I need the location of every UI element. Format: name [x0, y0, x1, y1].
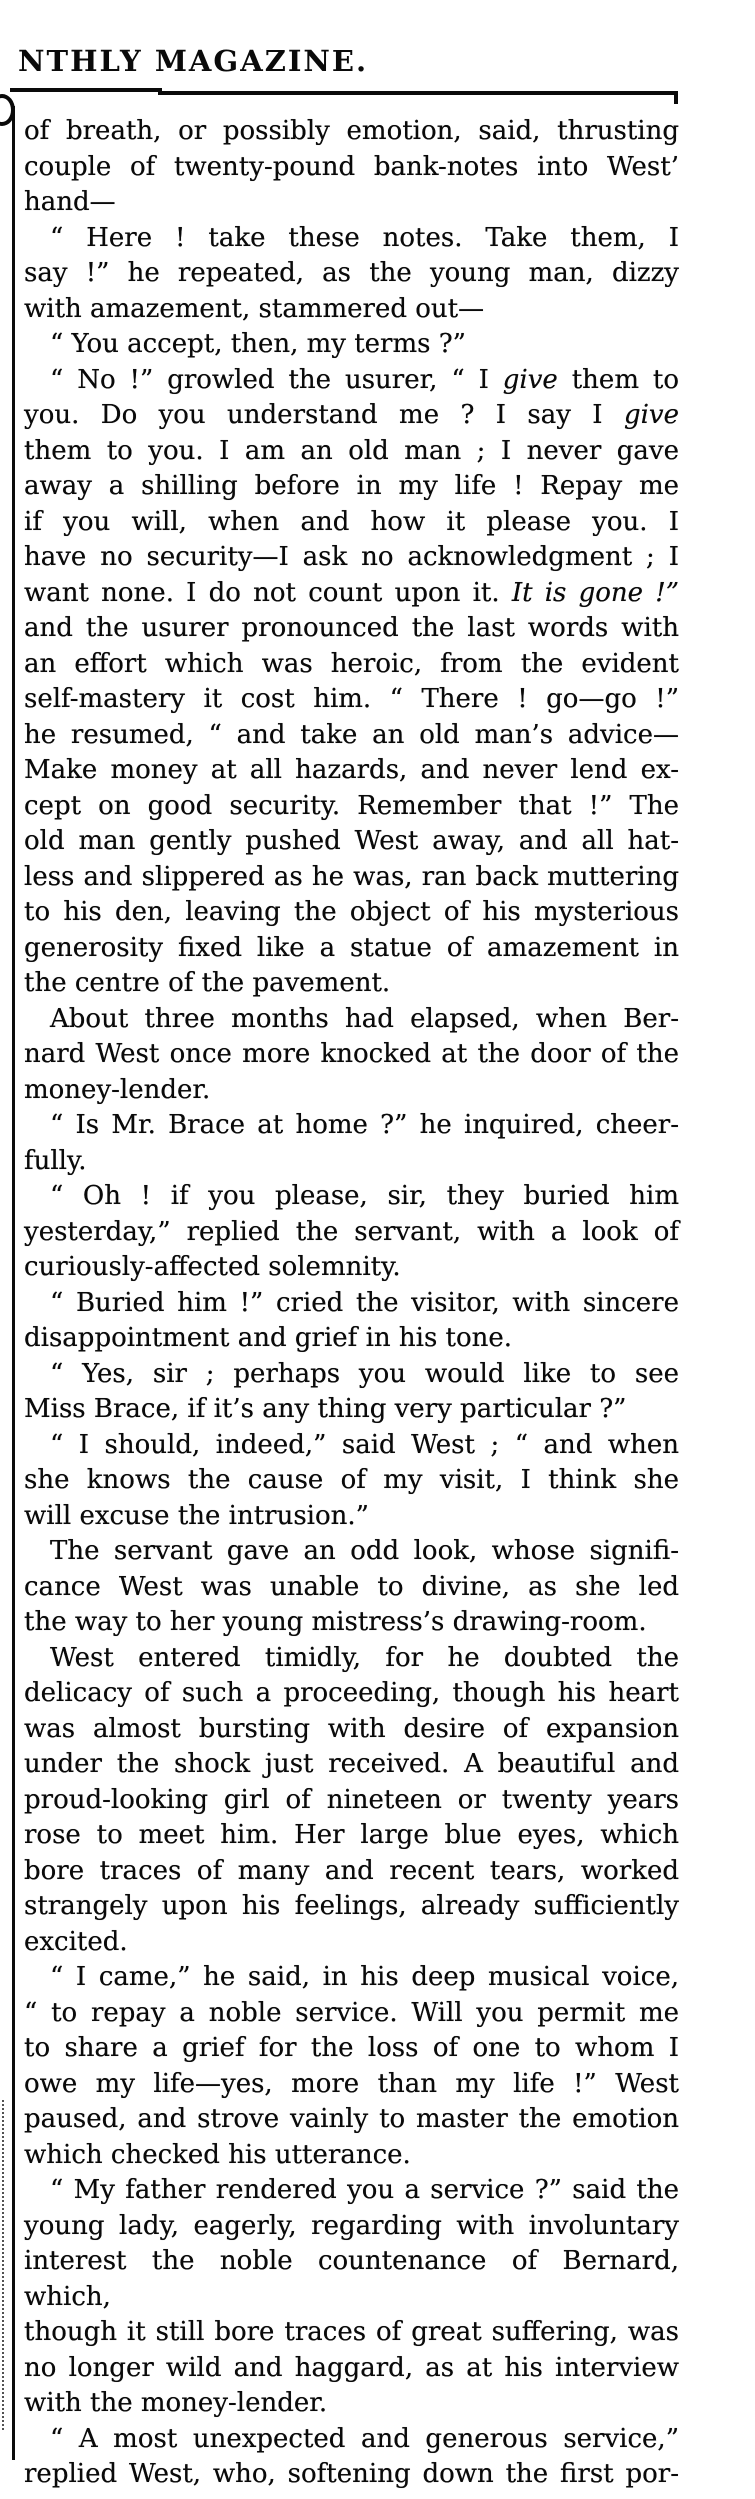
text-line: money-lender. [24, 1074, 211, 1105]
text-line: no longer wild and haggard, as at his interview [24, 2352, 679, 2383]
text-line: paused, and strove vainly to master the emotion [24, 2104, 679, 2134]
text-line: to his den, leaving the object of his mysterious [24, 897, 679, 927]
text-line: bore traces of many and recent tears, worked [24, 1855, 679, 1886]
paragraph [24, 2422, 679, 2493]
text-line: The servant gave an odd look, whose signifi- [50, 1536, 679, 1566]
italic-text: give [623, 400, 679, 430]
text-line: “ Is Mr. Brace at home ?” he inquired, cheer- [50, 1110, 679, 1140]
paragraph [24, 221, 679, 328]
text-line: old man gently pushed West away, and all hat- [24, 826, 679, 856]
text-line: “ Buried him !” cried the visitor, with sincere [50, 1287, 679, 1318]
paragraph [24, 363, 679, 1002]
text-line: couple of twenty-pound bank-notes into West’ [24, 151, 679, 182]
text-line: generosity fixed like a statue of amazement in [24, 932, 679, 963]
paragraph [24, 1286, 679, 1357]
text-line: “ My father rendered you a service ?” said the [50, 2175, 679, 2205]
text-line: to share a grief for the loss of one to whom I [24, 2033, 679, 2063]
italic-text: give [502, 364, 558, 395]
text-line: “ No !” growled the usurer, “ I give them to [50, 364, 679, 395]
header-rule-left-segment [10, 88, 162, 92]
text-line: Make money at all hazards, and never lend ex- [24, 755, 679, 785]
text-line: young lady, eagerly, regarding with involuntary [24, 2210, 679, 2241]
column-rule [12, 106, 15, 2460]
text-line: yesterday,” replied the servant, with a look of [24, 1216, 679, 1247]
header-rule-right-segment [158, 91, 678, 95]
paragraph [24, 1108, 679, 1179]
text-line: you. Do you understand me ? I say I give [24, 400, 679, 430]
text-line: curiously-affected solemnity. [24, 1252, 401, 1282]
text-line: want none. I do not count upon it. It is gone !” [24, 577, 679, 608]
text-line: West entered timidly, for he doubted the [50, 1642, 679, 1673]
text-line: the centre of the pavement. [24, 968, 391, 998]
text-line: proud-looking girl of nineteen or twenty years [24, 1784, 679, 1815]
article-text [24, 114, 679, 2493]
paragraph [24, 1002, 679, 1109]
text-line: “ Yes, sir ; perhaps you would like to see [50, 1358, 679, 1389]
page-title: NTHLY MAGAZINE. [18, 44, 369, 78]
text-line: if you will, when and how it please you. I [24, 506, 679, 537]
text-line: with the money-lender. [24, 2388, 328, 2418]
text-line: he resumed, “ and take an old man’s advice— [24, 719, 679, 750]
text-line: interest the noble countenance of Bernard, which, [24, 2246, 679, 2312]
text-line: and the usurer pronounced the last words with [24, 613, 679, 643]
text-line: “ Oh ! if you please, sir, they buried him [50, 1181, 679, 1211]
text-line: away a shilling before in my life ! Repay me [24, 471, 679, 501]
text-line: disappointment and grief in his tone. [24, 1323, 513, 1353]
paragraph [24, 327, 679, 363]
text-line: “ I should, indeed,” said West ; “ and when [50, 1429, 679, 1460]
text-line: About three months had elapsed, when Ber- [50, 1003, 679, 1034]
text-line: rose to meet him. Her large blue eyes, which [24, 1820, 679, 1850]
text-line: self-mastery it cost him. “ There ! go—go !” [24, 684, 679, 714]
text-line: say !” he repeated, as the young man, dizzy [24, 258, 679, 288]
paragraph [24, 1179, 679, 1286]
text-line: an effort which was heroic, from the evident [24, 648, 679, 679]
paragraph [24, 1641, 679, 1961]
text-line: “ Here ! take these notes. Take them, I [50, 222, 679, 253]
text-line: have no security—I ask no acknowledgment ; I [24, 542, 679, 572]
italic-text: It is gone !” [511, 577, 679, 608]
text-line: cance West was unable to divine, as she led [24, 1571, 679, 1602]
header-rule-end-tick [674, 91, 678, 104]
text-line: “ A most unexpected and generous service,” [50, 2423, 679, 2454]
text-line: “ to repay a noble service. Will you permit me [24, 1997, 679, 2028]
text-line: owe my life—yes, more than my life !” West [24, 2068, 679, 2099]
text-line: the way to her young mistress’s drawing-room. [24, 1607, 647, 1637]
text-line: “ You accept, then, my terms ?” [50, 329, 466, 359]
text-line: was almost bursting with desire of expansion [24, 1713, 679, 1744]
text-line: with amazement, stammered out— [24, 293, 485, 324]
text-line: will excuse the intrusion.” [24, 1500, 369, 1531]
margin-scan-mark [2, 2100, 4, 2430]
text-line: which checked his utterance. [24, 2139, 411, 2170]
text-line: strangely upon his feelings, already sufficiently [24, 1891, 679, 1921]
text-line: them to you. I am an old man ; I never gave [24, 435, 679, 466]
text-line: though it still bore traces of great suffering, was [24, 2317, 679, 2347]
text-line: cept on good security. Remember that !” The [24, 790, 679, 821]
text-line: Miss Brace, if it’s any thing very particular ?” [24, 1394, 627, 1424]
paragraph [24, 1357, 679, 1428]
paragraph [24, 1428, 679, 1535]
text-line: nard West once more knocked at the door of the [24, 1039, 679, 1069]
text-line: of breath, or possibly emotion, said, thrusting [24, 116, 679, 146]
text-line: she knows the cause of my visit, I think she [24, 1465, 679, 1495]
paragraph [24, 1960, 679, 2173]
text-line: replied West, who, softening down the first por- [24, 2459, 679, 2489]
text-line: fully. [24, 1145, 87, 1176]
text-line: under the shock just received. A beautiful and [24, 1749, 679, 1779]
text-line: hand— [24, 187, 116, 217]
text-line: “ I came,” he said, in his deep musical voice, [50, 1962, 679, 1992]
paragraph [24, 114, 679, 221]
text-line: delicacy of such a proceeding, though his heart [24, 1678, 679, 1708]
text-line: less and slippered as he was, ran back muttering [24, 861, 679, 892]
paragraph [24, 2173, 679, 2422]
text-line: excited. [24, 1926, 128, 1957]
paragraph [24, 1534, 679, 1641]
